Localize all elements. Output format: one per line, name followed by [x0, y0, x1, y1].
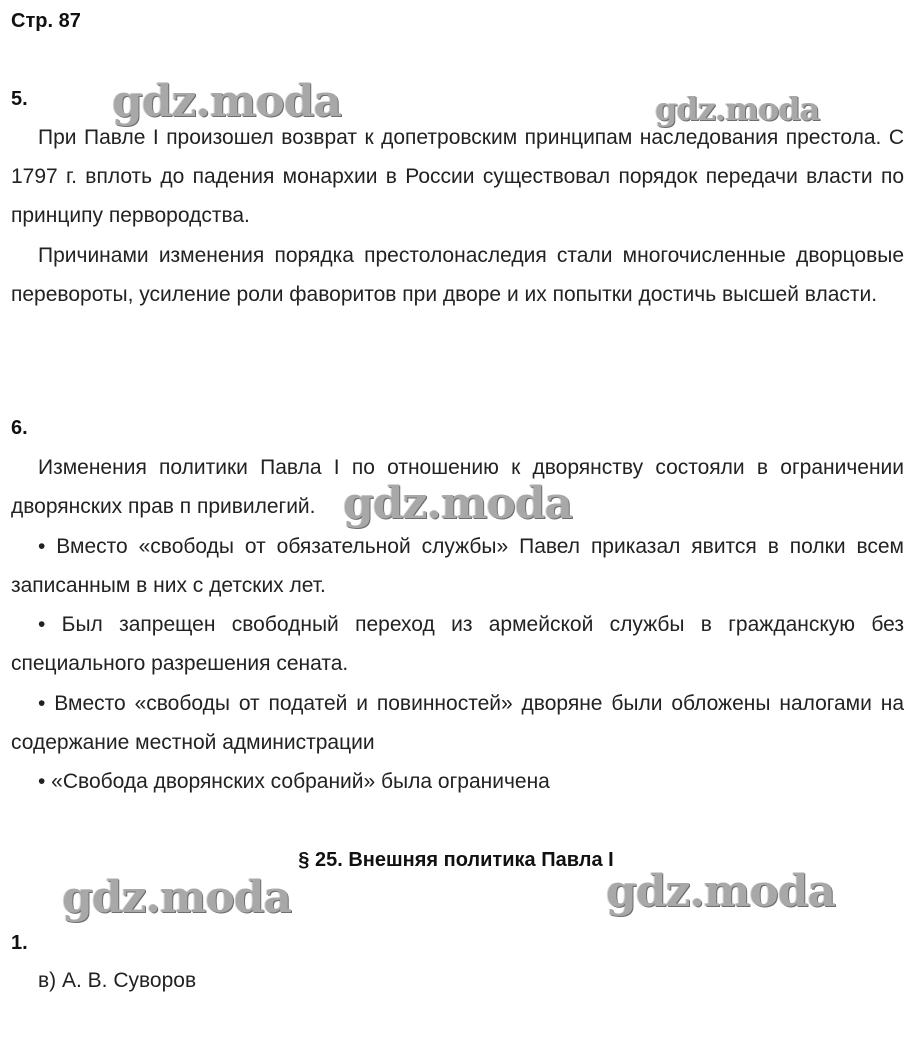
bullet-paragraph: • Вместо «свободы от податей и повинностей» дворяне были обложены налогами на содержание местной администрации [11, 692, 904, 754]
chapter-heading [0, 849, 912, 872]
paragraph: Изменения политики Павла I по отношению к дворянству состояли в ограничении дворянских прав п привилегий. [11, 456, 904, 518]
watermark: gdz.moda [112, 76, 342, 127]
section-number: 5. [11, 88, 28, 110]
answer-text: в) А. В. Суворов [38, 969, 197, 992]
watermark: gdz.moda [606, 866, 836, 917]
section-number: 6. [11, 417, 28, 439]
question-number: 1. [11, 932, 28, 954]
watermark: gdz.moda [62, 872, 292, 923]
paragraph: Причинами изменения порядка престолонаследия стали многочисленные дворцовые перевороты, усиление роли фаворитов при дворе и их попытки достичь высшей власти. [11, 244, 904, 306]
bullet-paragraph: • Вместо «свободы от обязательной службы» Павел приказал явится в полки всем записанным в них с детских лет. [11, 535, 904, 597]
watermark: gdz.moda [343, 478, 573, 529]
bullet-paragraph: • Был запрещен свободный переход из армейской службы в гражданскую без специального разрешения сената. [11, 613, 904, 675]
page-number-label: Стр. 87 [11, 10, 81, 32]
paragraph: При Павле I произошел возврат к допетровским принципам наследования престола. С 1797 г. вплоть до падения монархии в России существовал порядок передачи власти по принципу первородства. [11, 126, 904, 227]
chapter-heading-text: § 25. Внешняя политика Павла I [298, 849, 614, 871]
bullet-paragraph: • «Свобода дворянских собраний» была ограничена [38, 770, 550, 793]
watermark: gdz.moda [655, 90, 820, 128]
